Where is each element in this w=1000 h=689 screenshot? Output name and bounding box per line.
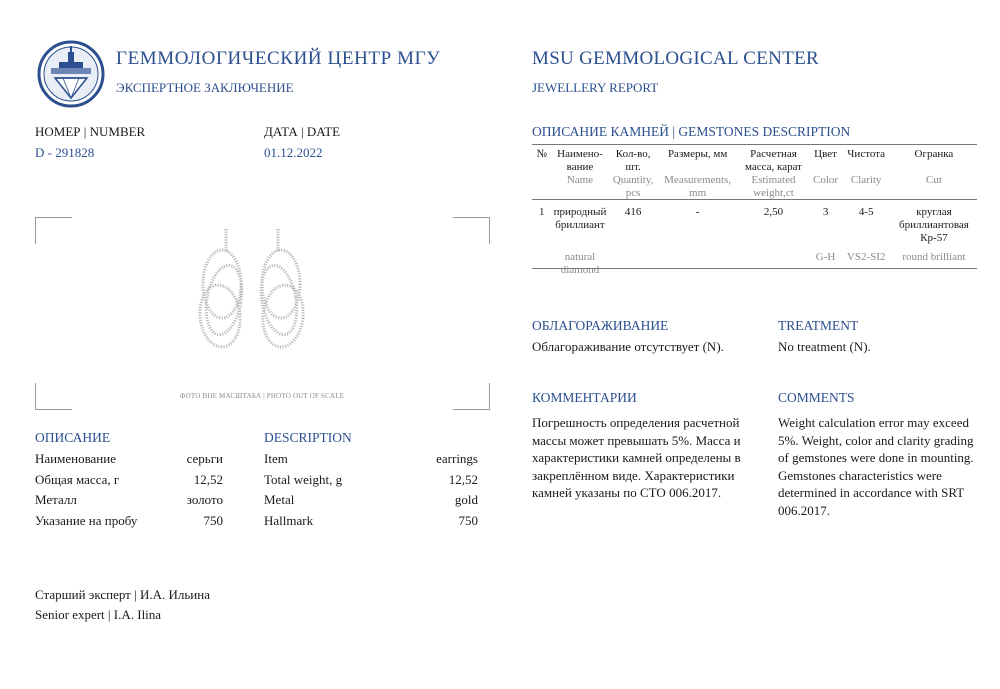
description-label-ru: Общая масса, г bbox=[35, 471, 120, 487]
photo-caption: ФОТО ВНЕ МАСШТАБА | PHOTO OUT OF SCALE bbox=[179, 392, 345, 400]
column-header: Цвет bbox=[814, 148, 837, 160]
table-cell bbox=[608, 245, 658, 279]
earrings-photo bbox=[196, 226, 306, 356]
gemstones-table bbox=[532, 146, 977, 279]
table-cell: 4-5 bbox=[858, 206, 874, 218]
table-cell bbox=[737, 245, 809, 279]
description-heading-ru: ОПИСАНИЕ bbox=[35, 430, 111, 445]
treatment-heading-en: TREATMENT bbox=[778, 318, 859, 333]
description-label-en: Item bbox=[264, 451, 288, 466]
msu-logo-seal bbox=[37, 40, 105, 108]
description-value-en: earrings bbox=[436, 451, 478, 466]
column-header: Кол-во, шт. bbox=[615, 148, 651, 173]
description-label-ru: Наименование bbox=[35, 451, 116, 466]
comments-heading-ru: КОММЕНТАРИИ bbox=[532, 390, 637, 405]
description-label-ru: Указание на пробу bbox=[35, 512, 138, 528]
table-cell: 1 bbox=[539, 206, 545, 218]
column-header: Чистота bbox=[847, 148, 886, 160]
column-header: Размеры, мм bbox=[667, 148, 728, 160]
table-row bbox=[532, 245, 977, 279]
description-value-ru: 750 bbox=[203, 512, 223, 528]
table-cell: natural diamond bbox=[560, 251, 600, 276]
photo-frame-corner bbox=[35, 217, 72, 244]
table-header-ru bbox=[532, 146, 977, 174]
column-header: Estimated weight,ct bbox=[751, 174, 796, 199]
report-subtitle-en: JEWELLERY REPORT bbox=[532, 80, 659, 95]
photo-frame-corner bbox=[453, 217, 490, 244]
column-header bbox=[532, 174, 552, 202]
column-header: № bbox=[536, 148, 548, 160]
comments-heading-en: COMMENTS bbox=[778, 390, 855, 405]
description-heading-en: DESCRIPTION bbox=[264, 430, 352, 445]
column-header: Огранка bbox=[914, 148, 954, 160]
table-top-rule bbox=[532, 144, 977, 145]
column-header: Расчетная масса, карат bbox=[744, 148, 802, 173]
expert-signature-en: Senior expert | I.A. Ilina bbox=[35, 607, 162, 622]
description-value-ru: 12,52 bbox=[193, 471, 223, 487]
number-label: НОМЕР | NUMBER bbox=[35, 124, 146, 139]
table-cell: VS2-SI2 bbox=[846, 251, 886, 263]
description-value-en: 12,52 bbox=[448, 471, 478, 487]
description-label-en: Metal bbox=[264, 492, 295, 507]
table-header-rule bbox=[532, 199, 977, 200]
column-header: Наимено-вание bbox=[557, 148, 603, 173]
table-row bbox=[532, 202, 977, 245]
table-cell bbox=[658, 245, 737, 279]
date-label: ДАТА | DATE bbox=[264, 124, 341, 139]
table-header-en bbox=[532, 174, 977, 202]
description-label-en: Hallmark bbox=[264, 512, 314, 528]
date-value: 01.12.2022 bbox=[264, 145, 323, 160]
table-cell: G-H bbox=[815, 251, 836, 263]
table-cell: 2,50 bbox=[763, 206, 784, 218]
description-value-en: gold bbox=[454, 492, 478, 507]
table-cell: 3 bbox=[822, 206, 829, 218]
table-cell: round brilliant bbox=[902, 251, 966, 263]
table-cell bbox=[532, 245, 552, 279]
description-label-ru: Металл bbox=[35, 492, 77, 507]
gemstones-heading: ОПИСАНИЕ КАМНЕЙ | GEMSTONES DESCRIPTION bbox=[532, 124, 851, 139]
center-title-ru: ГЕММОЛОГИЧЕСКИЙ ЦЕНТР МГУ bbox=[116, 48, 441, 69]
description-value-ru: серьги bbox=[186, 451, 223, 466]
column-header: Clarity bbox=[850, 174, 882, 186]
table-cell: круглая бриллиантовая Кр-57 bbox=[899, 206, 969, 244]
description-label-en: Total weight, g bbox=[264, 471, 343, 487]
comments-text-ru: Погрешность определения расчетной массы может превышать 5%. Масса и характеристики камней определены в закреплённом виде. Характеристики камней указаны по СТО 006.2017. bbox=[532, 415, 741, 500]
number-value: D - 291828 bbox=[35, 145, 95, 160]
table-bottom-rule bbox=[532, 268, 977, 269]
column-header: Name bbox=[566, 174, 594, 186]
expert-signature-ru: Старший эксперт | И.А. Ильина bbox=[35, 587, 210, 602]
treatment-text-ru: Облагораживание отсутствует (N). bbox=[532, 339, 724, 354]
column-header: Cut bbox=[925, 174, 942, 186]
comments-text-en: Weight calculation error may exceed 5%. Weight, color and clarity grading of gemstones were done in mounting. Gemstones characteristics were determined in accordance with SRT 006.2017. bbox=[778, 415, 974, 518]
center-title-en: MSU GEMMOLOGICAL CENTER bbox=[532, 48, 819, 69]
column-header: Color bbox=[813, 174, 839, 186]
description-value-en: 750 bbox=[458, 512, 478, 528]
treatment-text-en: No treatment (N). bbox=[778, 339, 871, 354]
column-header: Measurements, mm bbox=[664, 174, 732, 199]
report-subtitle-ru: ЭКСПЕРТНОЕ ЗАКЛЮЧЕНИЕ bbox=[116, 80, 294, 95]
table-cell: - bbox=[695, 206, 700, 218]
column-header: Quantity, pcs bbox=[612, 174, 654, 199]
table-cell: природный бриллиант bbox=[553, 206, 607, 231]
description-value-ru: золото bbox=[186, 492, 223, 507]
table-cell: 416 bbox=[624, 206, 642, 218]
treatment-heading-ru: ОБЛАГОРАЖИВАНИЕ bbox=[532, 318, 669, 333]
